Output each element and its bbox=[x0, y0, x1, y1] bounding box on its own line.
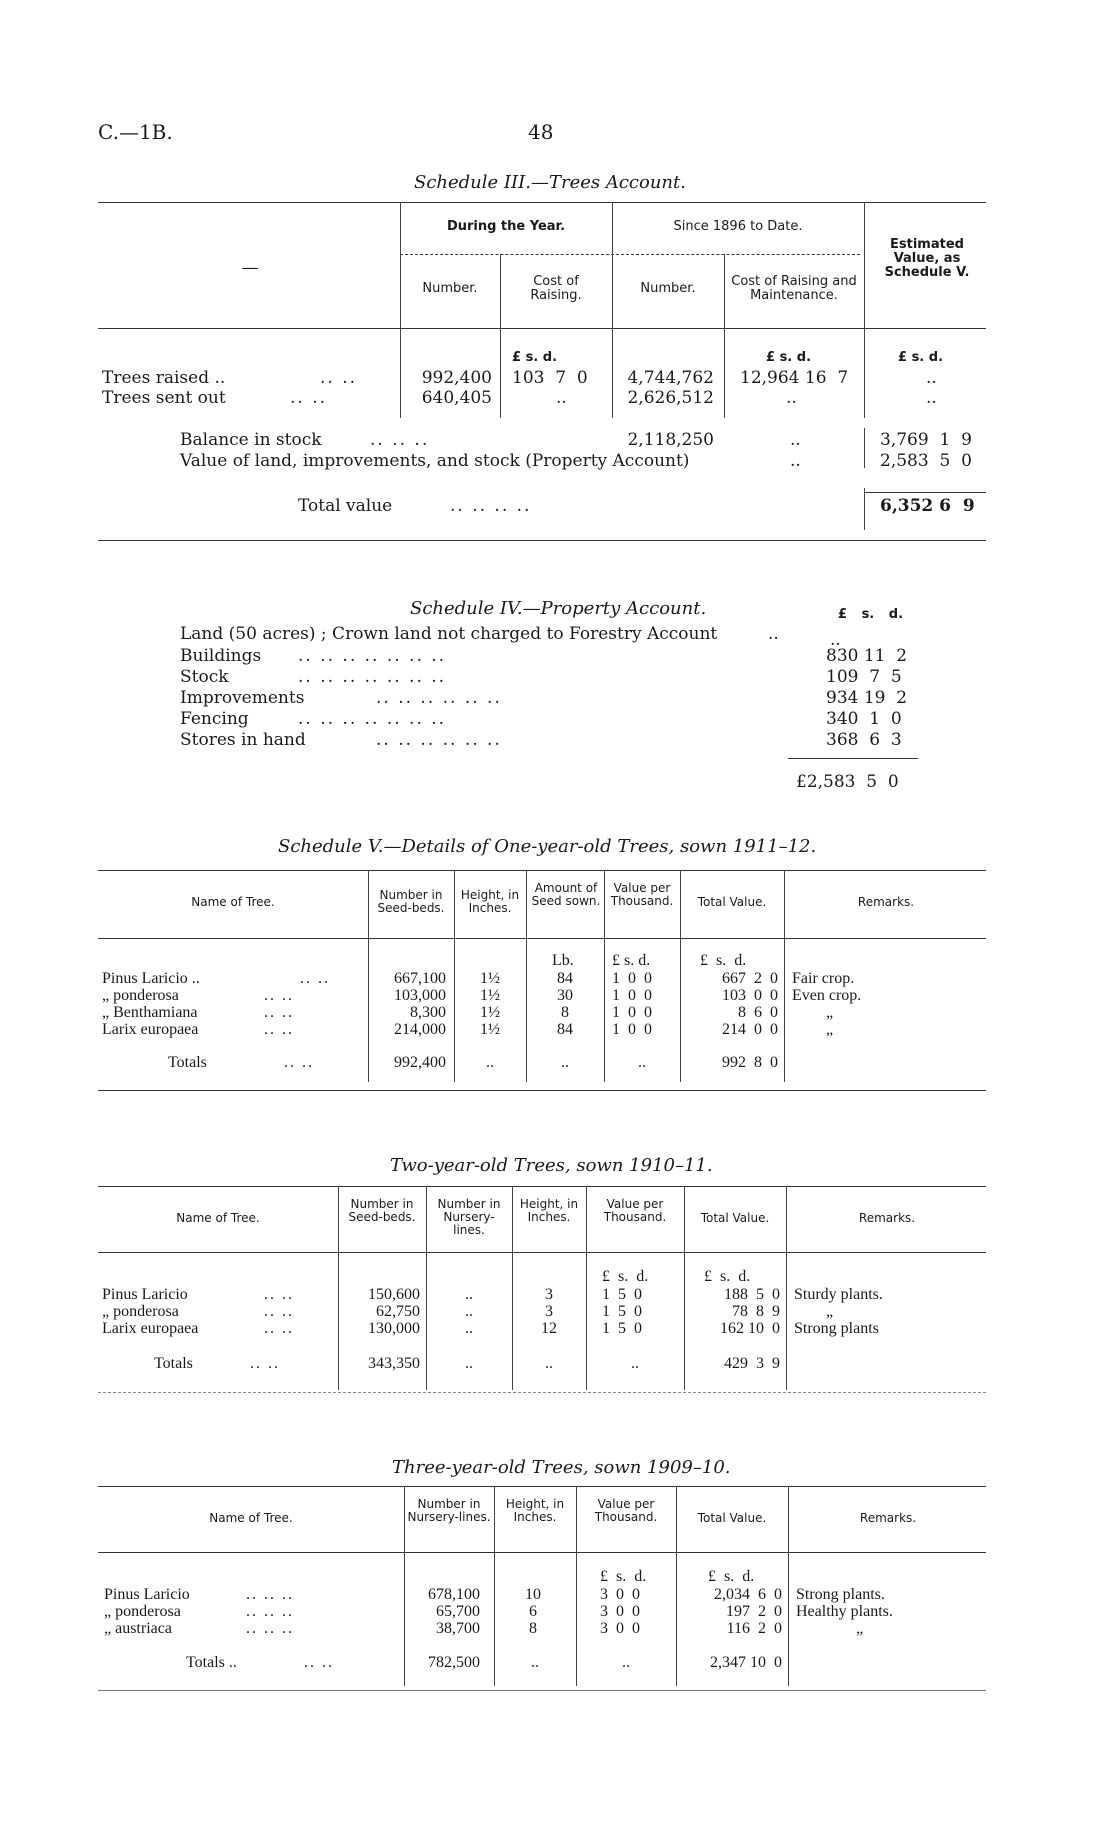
cell-cost: .. bbox=[556, 388, 567, 408]
cell-value: 1 0 0 bbox=[612, 1021, 652, 1038]
col-nursery-lines: Number in Nursery-lines. bbox=[407, 1497, 491, 1524]
cell-height: 1½ bbox=[480, 987, 500, 1004]
cell-value: 1 0 0 bbox=[612, 987, 652, 1004]
cell-name: „ ponderosa bbox=[102, 1303, 179, 1320]
col-value-per-thousand: Value per Thousand. bbox=[594, 1497, 658, 1524]
totals-total: 429 3 9 bbox=[724, 1355, 780, 1372]
cell-height: 1½ bbox=[480, 1004, 500, 1021]
cell-seed-beds: 150,600 bbox=[368, 1286, 420, 1303]
item-value: 934 19 2 bbox=[826, 688, 908, 708]
cell-remark: Strong plants. bbox=[796, 1586, 885, 1603]
cell-height: 1½ bbox=[480, 1021, 500, 1038]
leader-dots: .. bbox=[790, 430, 801, 450]
item-label: Stock bbox=[180, 667, 229, 687]
col-height: Height, in Inches. bbox=[519, 1197, 579, 1224]
cell-number: 992,400 bbox=[421, 368, 492, 388]
land-value-label: Value of land, improvements, and stock (Property Account) bbox=[180, 451, 690, 471]
cell-remark: „ bbox=[826, 1303, 834, 1320]
totals-nursery: .. bbox=[465, 1355, 473, 1372]
leader-dots: .. .. bbox=[264, 1021, 294, 1038]
item-label: Improvements bbox=[180, 688, 305, 708]
totals-amount: .. bbox=[561, 1054, 569, 1071]
leader-dots: .. .. bbox=[304, 1654, 334, 1671]
unit-lsd: £ s. d. bbox=[602, 1268, 649, 1285]
property-total: £2,583 5 0 bbox=[796, 772, 899, 792]
item-value: 340 1 0 bbox=[826, 709, 902, 729]
cell-name: „ Benthamiana bbox=[102, 1004, 198, 1021]
totals-value: .. bbox=[622, 1654, 630, 1671]
col-estimated-value: Estimated Value, as Schedule V. bbox=[884, 237, 970, 280]
cell-total: 162 10 0 bbox=[720, 1320, 780, 1337]
lsd-header: £ s. d. bbox=[838, 607, 904, 622]
col-cost-of-raising: Cost of Raising. bbox=[530, 274, 582, 303]
totals-label: Totals bbox=[168, 1054, 207, 1071]
leader-dots: .. .. bbox=[250, 1355, 280, 1372]
cell-number: 214,000 bbox=[394, 1021, 446, 1038]
cell-height: 12 bbox=[541, 1320, 557, 1337]
cell-amount: 30 bbox=[557, 987, 573, 1004]
cell-seed-beds: 130,000 bbox=[368, 1320, 420, 1337]
totals-height: .. bbox=[486, 1054, 494, 1071]
page-reference: C.—1B. bbox=[98, 120, 173, 144]
cell-remark: „ bbox=[856, 1620, 864, 1637]
leader-dots: .. .. .. .. .. .. bbox=[376, 688, 502, 708]
cell-estimated: .. bbox=[926, 388, 937, 408]
cell-name: „ ponderosa bbox=[104, 1603, 181, 1620]
col-name: Name of Tree. bbox=[176, 1211, 260, 1225]
balance-value: 3,769 1 9 bbox=[880, 430, 972, 450]
cell-total: 214 0 0 bbox=[722, 1021, 778, 1038]
totals-total: 992 8 0 bbox=[722, 1054, 778, 1071]
lsd-header: £ s. d. bbox=[766, 350, 812, 365]
cell-number: 640,405 bbox=[421, 388, 492, 408]
unit-lsd: £ s. d. bbox=[600, 1568, 647, 1585]
cell-number: 103,000 bbox=[394, 987, 446, 1004]
col-seed-beds: Number in Seed-beds. bbox=[377, 888, 445, 915]
cell-total: 78 8 9 bbox=[732, 1303, 780, 1320]
cell-value: 3 0 0 bbox=[600, 1620, 640, 1637]
item-value: 109 7 5 bbox=[826, 667, 902, 687]
cell-height: 1½ bbox=[480, 970, 500, 987]
cell-name: Pinus Laricio .. bbox=[102, 970, 200, 987]
item-value: 368 6 3 bbox=[826, 730, 902, 750]
totals-label: Totals .. bbox=[186, 1654, 237, 1671]
leader-dots: .. .. bbox=[264, 1320, 294, 1337]
row-label: Trees raised .. bbox=[102, 368, 226, 388]
cell-total: 188 5 0 bbox=[724, 1286, 780, 1303]
col-remarks: Remarks. bbox=[857, 895, 915, 909]
leader-dots: .. .. bbox=[320, 368, 358, 388]
unit-lsd: £ s. d. bbox=[700, 952, 747, 969]
cell-remark: Strong plants bbox=[794, 1320, 879, 1337]
item-label: Stores in hand bbox=[180, 730, 306, 750]
col-seed-beds: Number in Seed-beds. bbox=[348, 1197, 416, 1224]
totals-number: 992,400 bbox=[394, 1054, 446, 1071]
item-label: Fencing bbox=[180, 709, 249, 729]
col-amount-seed: Amount of Seed sown. bbox=[531, 881, 601, 908]
cell-number: 667,100 bbox=[394, 970, 446, 987]
cell-value: 1 5 0 bbox=[602, 1320, 642, 1337]
total-value: 6,352 6 9 bbox=[880, 496, 975, 516]
leader-dots: .. .. .. .. .. .. bbox=[376, 730, 502, 750]
totals-value: .. bbox=[631, 1355, 639, 1372]
col-group-during-year: During the Year. bbox=[446, 219, 566, 234]
row-label: Trees sent out bbox=[102, 388, 226, 408]
cell-amount: 84 bbox=[557, 970, 573, 987]
col-value-per-thousand: Value per Thousand. bbox=[610, 881, 674, 908]
item-label: Buildings bbox=[180, 646, 262, 666]
col-nursery-lines: Number in Nursery-lines. bbox=[437, 1197, 501, 1237]
cell-total: 103 0 0 bbox=[722, 987, 778, 1004]
leader-dots: .. .. .. .. bbox=[450, 496, 532, 516]
cell-remark: Sturdy plants. bbox=[794, 1286, 883, 1303]
leader-dots: .. .. bbox=[264, 1303, 294, 1320]
cell-total: 197 2 0 bbox=[726, 1603, 782, 1620]
cell-height: 3 bbox=[545, 1303, 553, 1320]
lsd-header: £ s. d. bbox=[512, 350, 558, 365]
cell-cost: 103 7 0 bbox=[512, 368, 588, 388]
col-name: Name of Tree. bbox=[209, 1511, 293, 1525]
cell-remark: Healthy plants. bbox=[796, 1603, 893, 1620]
balance-label: Balance in stock bbox=[180, 430, 322, 450]
unit-lsd: £ s. d. bbox=[612, 952, 651, 969]
cell-height: 8 bbox=[529, 1620, 537, 1637]
cell-name: „ ponderosa bbox=[102, 987, 179, 1004]
cell-name: Larix europaea bbox=[102, 1320, 199, 1337]
leader-dots: .. .. bbox=[264, 1004, 294, 1021]
lsd-header: £ s. d. bbox=[898, 350, 944, 365]
leader-dots: .. .. bbox=[264, 987, 294, 1004]
col-cost-raising-maintenance: Cost of Raising and Maintenance. bbox=[731, 274, 857, 303]
cell-total: 8 6 0 bbox=[738, 1004, 778, 1021]
cell-name: „ austriaca bbox=[104, 1620, 172, 1637]
totals-height: .. bbox=[545, 1355, 553, 1372]
col-height: Height, in Inches. bbox=[505, 1497, 565, 1524]
col-group-since-1896: Since 1896 to Date. bbox=[673, 219, 803, 234]
col-value-per-thousand: Value per Thousand. bbox=[603, 1197, 667, 1224]
leader-dots: .. .. .. .. .. .. .. bbox=[298, 709, 447, 729]
cell-name: Larix europaea bbox=[102, 1021, 199, 1038]
leader-dots: .. .. bbox=[300, 970, 330, 987]
land-note: Land (50 acres) ; Crown land not charged to Forestry Account bbox=[180, 624, 718, 644]
cell-remark: Fair crop. bbox=[792, 970, 855, 987]
cell-remark: „ bbox=[826, 1021, 834, 1038]
cell-name: Pinus Laricio bbox=[102, 1286, 188, 1303]
cell-name: Pinus Laricio bbox=[104, 1586, 190, 1603]
schedule-iv-title: Schedule IV.—Property Account. bbox=[410, 598, 707, 619]
col-number-since: Number. bbox=[640, 281, 696, 296]
balance-number: 2,118,250 bbox=[627, 430, 714, 450]
cell-number: 8,300 bbox=[410, 1004, 446, 1021]
schedule-v-title: Schedule V.—Details of One-year-old Trees, sown 1911–12. bbox=[278, 836, 817, 857]
cell-cost-since: 12,964 16 7 bbox=[740, 368, 849, 388]
cell-remark: Even crop. bbox=[792, 987, 862, 1004]
cell-estimated: .. bbox=[926, 368, 937, 388]
cell-value: 1 5 0 bbox=[602, 1286, 642, 1303]
cell-amount: 84 bbox=[557, 1021, 573, 1038]
cell-height: 3 bbox=[545, 1286, 553, 1303]
cell-height: 6 bbox=[529, 1603, 537, 1620]
totals-label: Totals bbox=[154, 1355, 193, 1372]
cell-seed-beds: 62,750 bbox=[376, 1303, 420, 1320]
cell-value: 3 0 0 bbox=[600, 1603, 640, 1620]
cell-nursery: 38,700 bbox=[436, 1620, 480, 1637]
leader-dots: .. .. .. bbox=[246, 1586, 294, 1603]
cell-value: 1 5 0 bbox=[602, 1303, 642, 1320]
leader-dots: .. .. .. .. .. .. .. bbox=[298, 646, 447, 666]
cell-amount: 8 bbox=[561, 1004, 569, 1021]
leader-dots: .. .. bbox=[264, 1286, 294, 1303]
col-total-value: Total Value. bbox=[697, 1511, 767, 1525]
leader-dots: .. .. bbox=[284, 1054, 314, 1071]
unit-lsd: £ s. d. bbox=[708, 1568, 755, 1585]
leader-dots: .. .. .. bbox=[370, 430, 430, 450]
cell-cost-since: .. bbox=[786, 388, 797, 408]
cell-value: 1 0 0 bbox=[612, 970, 652, 987]
col-total-value: Total Value. bbox=[697, 895, 767, 909]
cell-nursery: 678,100 bbox=[428, 1586, 480, 1603]
unit-lsd: £ s. d. bbox=[704, 1268, 751, 1285]
cell-nursery: .. bbox=[465, 1303, 473, 1320]
leader-dots: .. bbox=[790, 451, 801, 471]
col-remarks: Remarks. bbox=[859, 1511, 917, 1525]
item-value: 830 11 2 bbox=[826, 646, 908, 666]
col-total-value: Total Value. bbox=[700, 1211, 770, 1225]
total-value-label: Total value bbox=[298, 496, 393, 516]
col-name: Name of Tree. bbox=[191, 895, 275, 909]
totals-height: .. bbox=[531, 1654, 539, 1671]
cell-number-since: 2,626,512 bbox=[627, 388, 714, 408]
cell-total: 667 2 0 bbox=[722, 970, 778, 987]
leader-dots: .. .. .. bbox=[246, 1603, 294, 1620]
totals-value: .. bbox=[638, 1054, 646, 1071]
leader-dots: .. bbox=[830, 630, 841, 650]
unit-lb: Lb. bbox=[552, 952, 574, 969]
schedule-iii-title: Schedule III.—Trees Account. bbox=[414, 172, 686, 193]
two-year-old-title: Two-year-old Trees, sown 1910–11. bbox=[390, 1155, 713, 1176]
cell-height: 10 bbox=[525, 1586, 541, 1603]
cell-nursery: 65,700 bbox=[436, 1603, 480, 1620]
leader-dots: .. .. .. bbox=[246, 1620, 294, 1637]
stub-dash: — bbox=[241, 258, 259, 278]
cell-value: 1 0 0 bbox=[612, 1004, 652, 1021]
col-height: Height, in Inches. bbox=[460, 888, 520, 915]
totals-nursery: 782,500 bbox=[428, 1654, 480, 1671]
leader-dots: .. .. bbox=[290, 388, 328, 408]
land-value: 2,583 5 0 bbox=[880, 451, 972, 471]
three-year-old-title: Three-year-old Trees, sown 1909–10. bbox=[392, 1457, 731, 1478]
totals-total: 2,347 10 0 bbox=[710, 1654, 782, 1671]
leader-dots: .. .. .. .. .. .. .. bbox=[298, 667, 447, 687]
cell-nursery: .. bbox=[465, 1320, 473, 1337]
col-number: Number. bbox=[422, 281, 478, 296]
cell-remark: „ bbox=[826, 1004, 834, 1021]
cell-number-since: 4,744,762 bbox=[627, 368, 714, 388]
cell-total: 2,034 6 0 bbox=[714, 1586, 782, 1603]
totals-seed-beds: 343,350 bbox=[368, 1355, 420, 1372]
cell-value: 3 0 0 bbox=[600, 1586, 640, 1603]
col-remarks: Remarks. bbox=[858, 1211, 916, 1225]
leader-dots: .. bbox=[768, 624, 779, 644]
page-number: 48 bbox=[528, 120, 554, 144]
cell-total: 116 2 0 bbox=[726, 1620, 782, 1637]
cell-nursery: .. bbox=[465, 1286, 473, 1303]
